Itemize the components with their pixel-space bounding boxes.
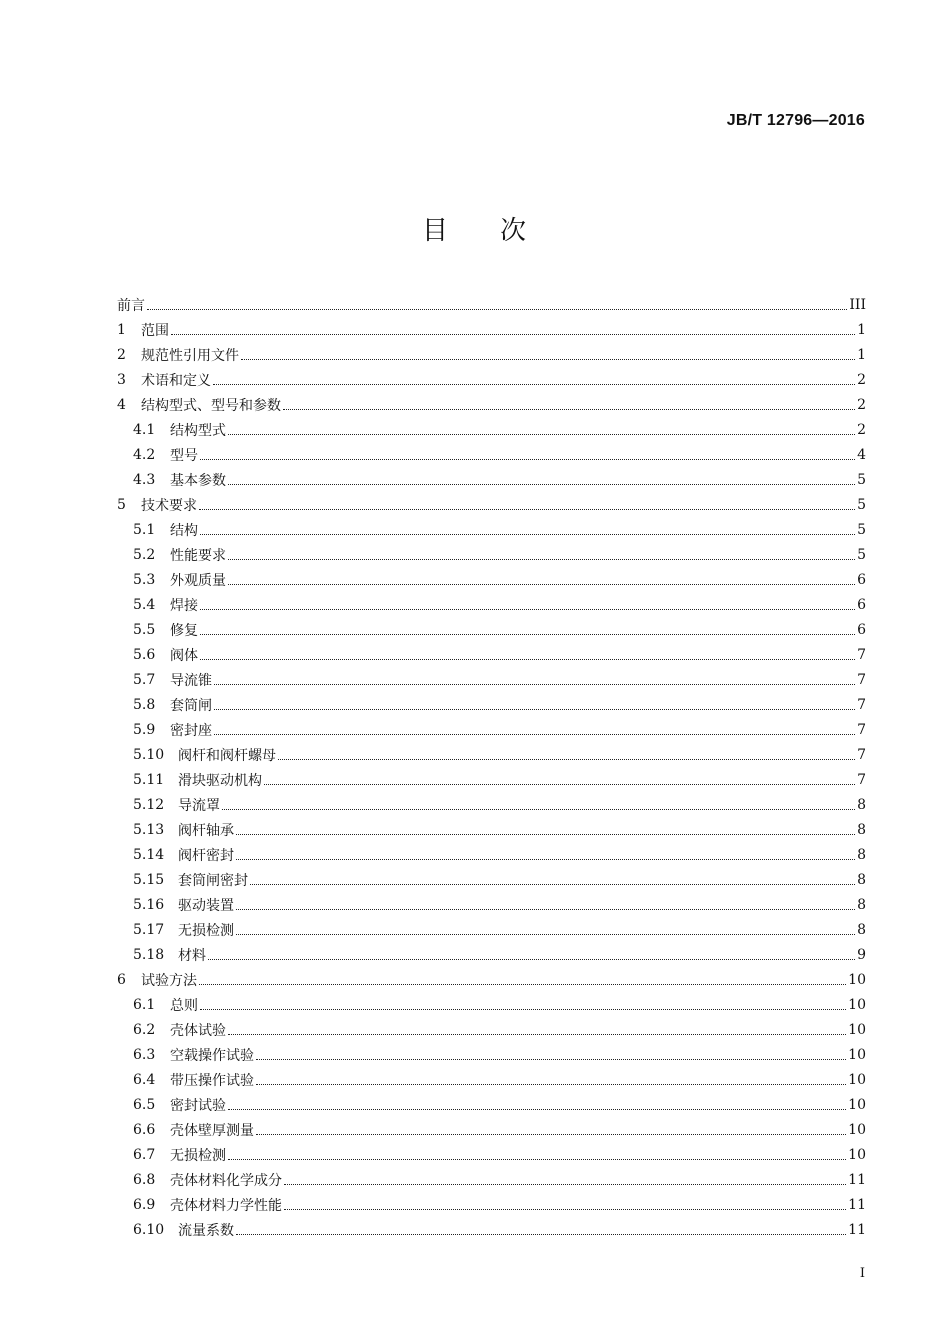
toc-entry-page: 2: [857, 396, 866, 413]
toc-entry-page: III: [849, 296, 866, 313]
toc-entry-number: 6.6: [133, 1121, 156, 1138]
toc-entry-label: 导流罩: [178, 797, 220, 814]
table-of-contents: [117, 292, 866, 1242]
toc-entry[interactable]: [117, 542, 866, 567]
toc-entry-label: 带压操作试验: [170, 1072, 254, 1089]
toc-entry[interactable]: [117, 442, 866, 467]
toc-entry-page: 7: [857, 646, 866, 663]
toc-entry[interactable]: [117, 692, 866, 717]
toc-entry-page: 7: [857, 771, 866, 788]
toc-entry-page: 4: [857, 446, 866, 463]
dot-leader: [241, 358, 855, 360]
toc-entry-label: 试验方法: [141, 972, 197, 989]
toc-entry-page: 8: [857, 796, 866, 813]
toc-entry-number: 5.18: [133, 946, 165, 963]
dot-leader: [284, 1208, 846, 1210]
dot-leader: [228, 433, 855, 435]
dot-leader: [199, 983, 846, 985]
toc-entry[interactable]: [117, 1067, 866, 1092]
toc-entry-label: 结构: [170, 522, 198, 539]
toc-entry-label: 术语和定义: [141, 372, 211, 389]
toc-entry-page: 8: [857, 921, 866, 938]
toc-entry-label: 流量系数: [178, 1222, 234, 1239]
toc-entry-number: 5.11: [133, 771, 165, 788]
toc-entry-page: 8: [857, 821, 866, 838]
toc-entry[interactable]: [117, 892, 866, 917]
dot-leader: [228, 1033, 846, 1035]
toc-entry[interactable]: [117, 842, 866, 867]
toc-entry[interactable]: [117, 1092, 866, 1117]
toc-entry-label: 焊接: [170, 597, 198, 614]
dot-leader: [236, 933, 855, 935]
toc-entry[interactable]: [117, 792, 866, 817]
toc-entry[interactable]: [117, 567, 866, 592]
toc-entry-label: 外观质量: [170, 572, 226, 589]
toc-entry[interactable]: [117, 292, 866, 317]
toc-entry-page: 11: [848, 1221, 866, 1238]
dot-leader: [250, 883, 855, 885]
toc-entry-number: 6.9: [133, 1196, 156, 1213]
toc-entry-label: 规范性引用文件: [141, 347, 239, 364]
toc-entry-label: 结构型式、型号和参数: [141, 397, 281, 414]
toc-entry-number: 5.9: [133, 721, 156, 738]
toc-entry[interactable]: [117, 492, 866, 517]
toc-entry-number: 5.7: [133, 671, 156, 688]
dot-leader: [208, 958, 855, 960]
toc-entry-number: 5.8: [133, 696, 156, 713]
toc-entry[interactable]: [117, 717, 866, 742]
standard-code: JB/T 12796—2016: [726, 112, 865, 129]
toc-entry-label: 密封座: [170, 722, 212, 739]
toc-entry-label: 壳体试验: [170, 1022, 226, 1039]
toc-entry[interactable]: [117, 917, 866, 942]
toc-entry-page: 10: [848, 971, 866, 988]
toc-entry-number: 6.7: [133, 1146, 156, 1163]
toc-entry[interactable]: [117, 1192, 866, 1217]
toc-entry-label: 阀杆和阀杆螺母: [178, 747, 276, 764]
dot-leader: [278, 758, 855, 760]
toc-entry-number: 5.2: [133, 546, 156, 563]
dot-leader: [200, 658, 855, 660]
toc-entry[interactable]: [117, 867, 866, 892]
dot-leader: [214, 733, 855, 735]
toc-entry-number: 5.10: [133, 746, 165, 763]
page-number: I: [859, 1266, 865, 1281]
toc-entry-label: 前言: [117, 297, 145, 314]
toc-entry-page: 7: [857, 671, 866, 688]
toc-entry-number: 6.5: [133, 1096, 156, 1113]
toc-entry-page: 8: [857, 846, 866, 863]
toc-entry-label: 阀杆密封: [178, 847, 234, 864]
toc-entry-label: 结构型式: [170, 422, 226, 439]
dot-leader: [200, 458, 855, 460]
toc-entry-number: 5.12: [133, 796, 165, 813]
toc-entry-number: 4.3: [133, 471, 156, 488]
toc-entry-label: 技术要求: [141, 497, 197, 514]
toc-entry[interactable]: [117, 1117, 866, 1142]
dot-leader: [200, 1008, 846, 1010]
toc-entry-number: 4.2: [133, 446, 156, 463]
toc-entry-label: 材料: [178, 947, 206, 964]
toc-entry-label: 范围: [141, 322, 169, 339]
toc-entry-page: 10: [848, 1071, 866, 1088]
toc-entry-number: 6.1: [133, 996, 156, 1013]
toc-entry-page: 1: [857, 346, 866, 363]
toc-entry[interactable]: [117, 617, 866, 642]
dot-leader: [171, 333, 855, 335]
toc-entry[interactable]: [117, 942, 866, 967]
toc-entry-number: 5.17: [133, 921, 165, 938]
toc-entry-label: 密封试验: [170, 1097, 226, 1114]
title-char-right: 次: [500, 216, 529, 246]
toc-entry[interactable]: [117, 992, 866, 1017]
toc-entry-page: 10: [848, 1046, 866, 1063]
toc-entry-label: 修复: [170, 622, 198, 639]
toc-entry[interactable]: [117, 392, 866, 417]
toc-entry[interactable]: [117, 342, 866, 367]
toc-entry-page: 11: [848, 1196, 866, 1213]
dot-leader: [228, 1108, 846, 1110]
toc-entry[interactable]: [117, 1217, 866, 1242]
dot-leader: [213, 383, 855, 385]
dot-leader: [264, 783, 855, 785]
toc-entry[interactable]: [117, 317, 866, 342]
dot-leader: [199, 508, 855, 510]
dot-leader: [214, 708, 855, 710]
toc-entry-number: 5.16: [133, 896, 165, 913]
toc-entry-page: 8: [857, 871, 866, 888]
toc-entry-label: 壳体壁厚测量: [170, 1122, 254, 1139]
toc-entry[interactable]: [117, 417, 866, 442]
toc-entry-label: 性能要求: [170, 547, 226, 564]
toc-entry-label: 导流锥: [170, 672, 212, 689]
toc-entry-page: 7: [857, 746, 866, 763]
dot-leader: [236, 1233, 846, 1235]
dot-leader: [256, 1058, 846, 1060]
toc-entry-number: 5: [117, 496, 126, 513]
toc-entry[interactable]: [117, 1042, 866, 1067]
toc-entry[interactable]: [117, 1167, 866, 1192]
toc-entry-page: 5: [857, 521, 866, 538]
toc-entry-number: 1: [117, 321, 126, 338]
dot-leader: [200, 608, 855, 610]
toc-entry-page: 7: [857, 696, 866, 713]
toc-entry-label: 无损检测: [178, 922, 234, 939]
dot-leader: [256, 1133, 846, 1135]
toc-entry-number: 6.2: [133, 1021, 156, 1038]
toc-entry[interactable]: [117, 1017, 866, 1042]
toc-entry-label: 阀杆轴承: [178, 822, 234, 839]
toc-entry-number: 5.14: [133, 846, 165, 863]
toc-entry-page: 10: [848, 996, 866, 1013]
toc-entry-page: 6: [857, 596, 866, 613]
toc-entry-number: 5.4: [133, 596, 156, 613]
toc-entry[interactable]: [117, 967, 866, 992]
dot-leader: [283, 408, 855, 410]
toc-entry-number: 5.3: [133, 571, 156, 588]
toc-entry-page: 7: [857, 721, 866, 738]
toc-entry-page: 10: [848, 1121, 866, 1138]
toc-entry-number: 6.8: [133, 1171, 156, 1188]
toc-entry[interactable]: [117, 367, 866, 392]
toc-entry-number: 6.10: [133, 1221, 165, 1238]
dot-leader: [200, 633, 855, 635]
dot-leader: [214, 683, 855, 685]
toc-entry-number: 3: [117, 371, 126, 388]
toc-entry-number: 4.1: [133, 421, 156, 438]
dot-leader: [228, 558, 855, 560]
dot-leader: [200, 533, 855, 535]
toc-entry-page: 1: [857, 321, 866, 338]
toc-entry-page: 2: [857, 421, 866, 438]
dot-leader: [236, 908, 855, 910]
toc-entry-label: 滑块驱动机构: [178, 772, 262, 789]
toc-entry-number: 6: [117, 971, 126, 988]
toc-entry-label: 空载操作试验: [170, 1047, 254, 1064]
dot-leader: [228, 1158, 846, 1160]
toc-entry-label: 阀体: [170, 647, 198, 664]
toc-entry-page: 10: [848, 1146, 866, 1163]
toc-entry-label: 总则: [170, 997, 198, 1014]
toc-entry[interactable]: [117, 1142, 866, 1167]
dot-leader: [147, 308, 847, 310]
toc-entry-page: 5: [857, 546, 866, 563]
dot-leader: [236, 833, 855, 835]
toc-entry[interactable]: [117, 817, 866, 842]
toc-entry-number: 2: [117, 346, 126, 363]
toc-entry-label: 无损检测: [170, 1147, 226, 1164]
toc-entry-page: 6: [857, 621, 866, 638]
toc-entry-page: 11: [848, 1171, 866, 1188]
toc-entry-label: 驱动装置: [178, 897, 234, 914]
page-title: [0, 210, 950, 247]
toc-entry[interactable]: [117, 642, 866, 667]
toc-entry-page: 6: [857, 571, 866, 588]
toc-entry-label: 基本参数: [170, 472, 226, 489]
toc-entry[interactable]: [117, 592, 866, 617]
toc-entry-label: 壳体材料力学性能: [170, 1197, 282, 1214]
toc-entry-label: 型号: [170, 447, 198, 464]
toc-entry-page: 5: [857, 496, 866, 513]
toc-entry-page: 2: [857, 371, 866, 388]
toc-entry-page: 8: [857, 896, 866, 913]
toc-entry-number: 5.5: [133, 621, 156, 638]
toc-entry-number: 5.1: [133, 521, 156, 538]
toc-entry-number: 6.3: [133, 1046, 156, 1063]
toc-entry-number: 6.4: [133, 1071, 156, 1088]
toc-entry-label: 套筒闸密封: [178, 872, 248, 889]
toc-entry[interactable]: [117, 467, 866, 492]
dot-leader: [236, 858, 855, 860]
toc-entry[interactable]: [117, 667, 866, 692]
toc-entry-label: 壳体材料化学成分: [170, 1172, 282, 1189]
dot-leader: [284, 1183, 846, 1185]
toc-entry-number: 5.6: [133, 646, 156, 663]
toc-entry[interactable]: [117, 742, 866, 767]
dot-leader: [256, 1083, 846, 1085]
toc-entry-label: 套筒闸: [170, 697, 212, 714]
toc-entry-page: 10: [848, 1096, 866, 1113]
toc-entry-number: 5.15: [133, 871, 165, 888]
toc-entry[interactable]: [117, 517, 866, 542]
dot-leader: [228, 583, 855, 585]
toc-entry-page: 10: [848, 1021, 866, 1038]
dot-leader: [222, 808, 855, 810]
toc-entry-number: 5.13: [133, 821, 165, 838]
toc-entry[interactable]: [117, 767, 866, 792]
title-char-left: 目: [421, 216, 450, 246]
dot-leader: [228, 483, 855, 485]
toc-entry-number: 4: [117, 396, 126, 413]
toc-entry-page: 5: [857, 471, 866, 488]
toc-entry-page: 9: [857, 946, 866, 963]
